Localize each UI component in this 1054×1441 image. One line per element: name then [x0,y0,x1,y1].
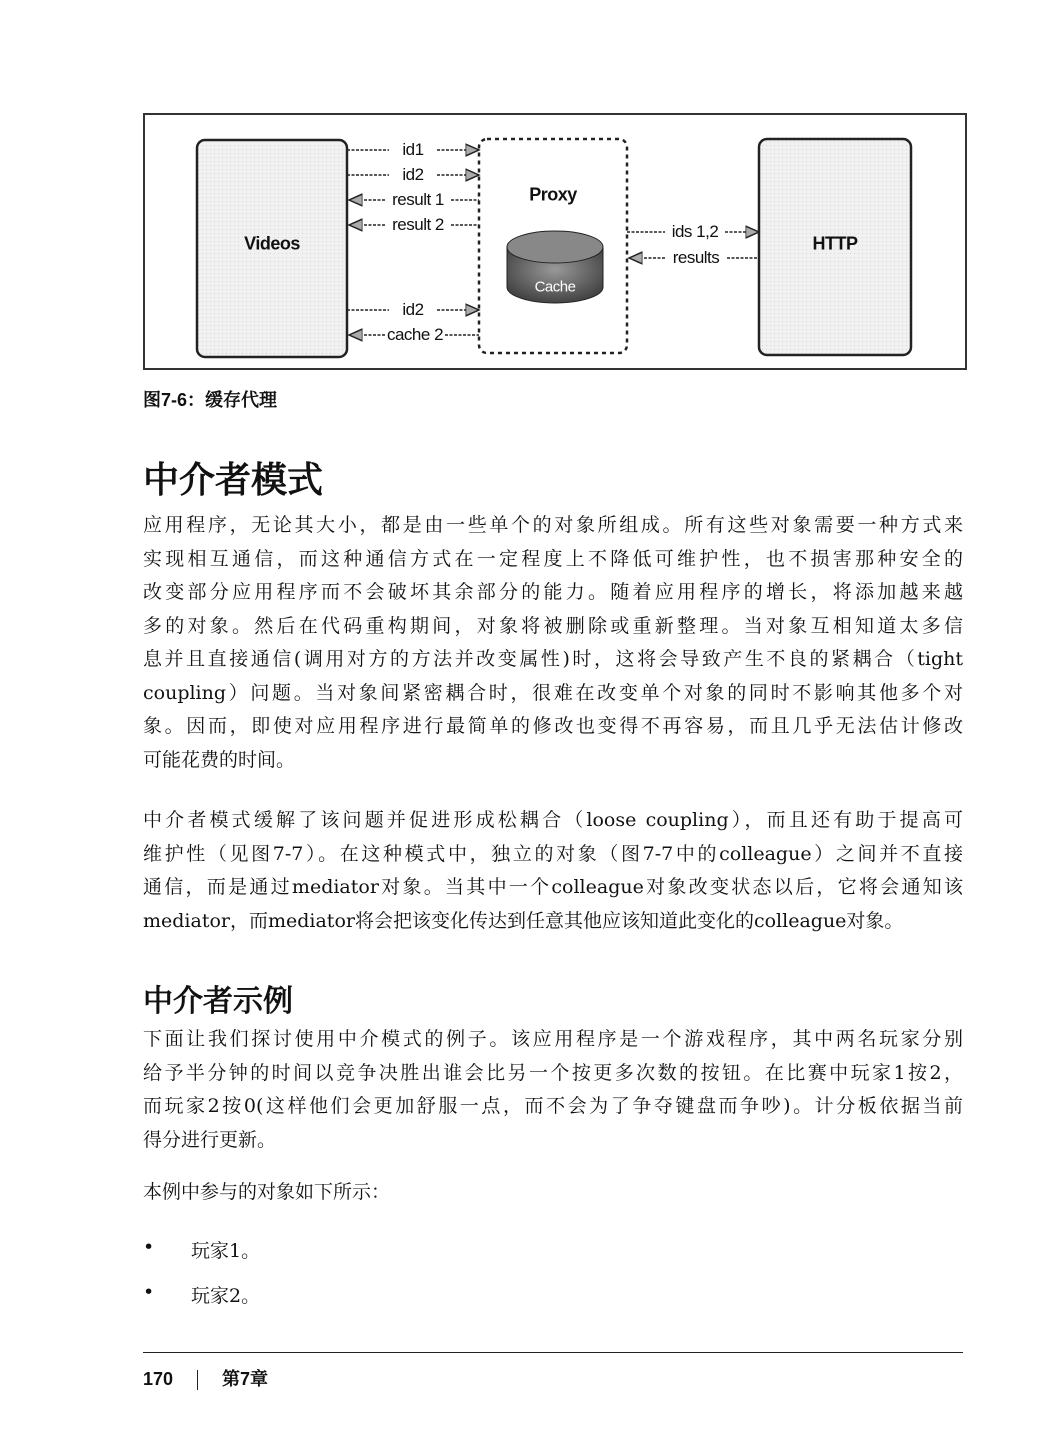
text-line: 息并且直接通信(调用对方的方法并改变属性)时，这将会导致产生不良的紧耦合（tight [143,648,963,670]
text-line: 应用程序，无论其大小，都是由一些单个的对象所组成。所有这些对象需要一种方式来 [143,514,963,536]
text-line: 改变部分应用程序而不会破坏其余部分的能力。随着应用程序的增长，将添加越来越 [143,581,963,603]
list-item-text: 玩家2。 [191,1285,261,1307]
proxy-cache-diagram [143,113,967,370]
videos-label: Videos [244,233,300,254]
arrow-label: cache 2 [386,325,444,344]
footer-separator [197,1370,198,1390]
text-line: mediator，而mediator将会把该变化传达到任意其他应该知道此变化的colleague对象。 [143,909,904,932]
section-heading-mediator-example: 中介者示例 [143,985,293,1018]
http-label: HTTP [812,233,858,254]
page-number: 170 [143,1369,174,1389]
arrow-label: id1 [402,140,424,159]
text-line: coupling）问题。当对象间紧密耦合时，很难在改变单个对象的同时不影响其他多个对 [143,681,963,704]
text-line: 而玩家2按0(这样他们会更加舒服一点，而不会为了争夺键盘而争吵)。计分板依据当前 [143,1095,963,1117]
bullet-icon: • [143,1236,155,1258]
paragraph-intro [143,509,963,777]
text-line: 象。因而，即使对应用程序进行最简单的修改也变得不再容易，而且几乎无法估计修改 [143,715,963,737]
chapter-label: 第7章 [222,1369,269,1389]
list-item-text: 玩家1。 [191,1240,261,1262]
arrow-label: results [672,248,720,267]
arrow-label: id2 [402,300,424,319]
text-line: 下面让我们探讨使用中介模式的例子。该应用程序是一个游戏程序，其中两名玩家分别 [143,1028,963,1050]
figure-caption: 图7-6：缓存代理 [143,390,278,410]
text-line: 实现相互通信，而这种通信方式在一定程度上不降低可维护性，也不损害那种安全的 [143,547,963,570]
text-line: 得分进行更新。 [143,1128,277,1151]
proxy-label: Proxy [529,184,577,205]
cache-label: Cache [534,278,576,296]
page-footer [143,1365,268,1391]
text-line: 多的对象。然后在代码重构期间，对象将被删除或重新整理。当对象互相知道太多信 [143,614,963,637]
arrow-label: id2 [402,165,424,184]
arrow-label: result 1 [392,190,444,209]
paragraph-example [143,1023,963,1157]
arrow-label: result 2 [392,215,444,234]
text-line: 中介者模式缓解了该问题并促进形成松耦合（loose coupling），而且还有助于提高可 [143,809,963,831]
bullet-icon: • [143,1281,155,1303]
paragraph-mediator-description [143,804,963,938]
footer-divider [143,1352,963,1353]
paragraph-participants [143,1176,963,1210]
arrow-label: ids 1,2 [671,222,719,241]
text-line: 给予半分钟的时间以竞争决胜出谁会比另一个按更多次数的按钮。在比赛中玩家1按2， [143,1061,963,1084]
text-line: 通信，而是通过mediator对象。当其中一个colleague对象改变状态以后，它将会通知该 [143,876,963,898]
text-line: 维护性（见图7-7）。在这种模式中，独立的对象（图7-7中的colleague）之间并不直接 [143,842,963,865]
text-line: 本例中参与的对象如下所示： [143,1181,391,1203]
section-heading-mediator-pattern: 中介者模式 [143,459,324,500]
text-line: 可能花费的时间。 [143,748,296,771]
